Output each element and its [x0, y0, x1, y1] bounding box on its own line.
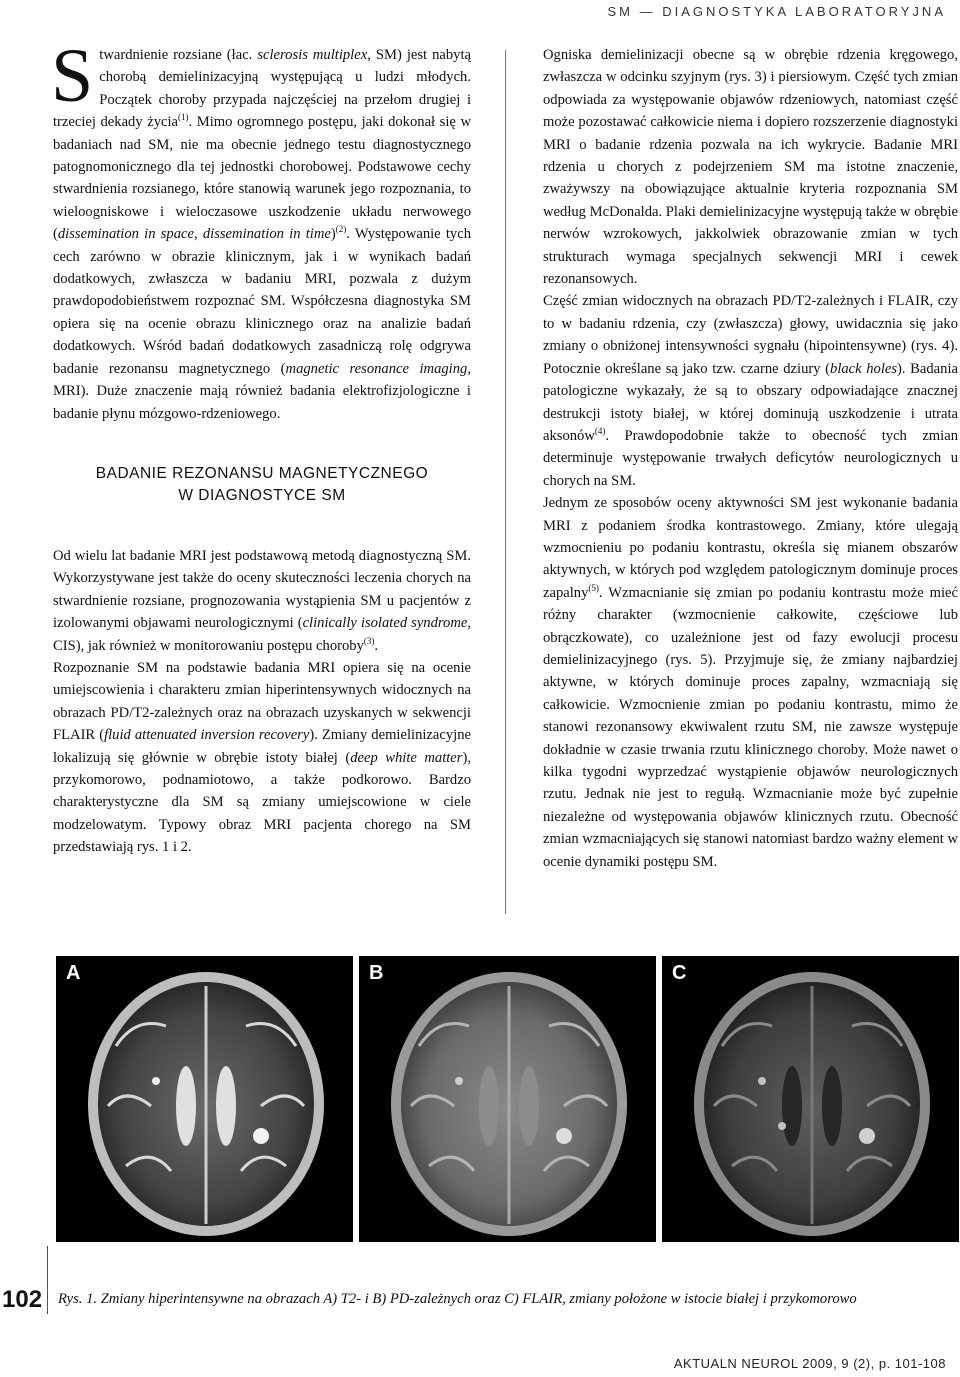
lesion	[556, 1128, 572, 1144]
panel-letter-a: A	[66, 962, 81, 984]
left-ventricle	[176, 1066, 196, 1146]
column-divider	[505, 50, 506, 914]
lesion	[758, 1077, 766, 1085]
figure-caption: Rys. 1. Zmiany hiperintensywne na obrazach A) T2- i B) PD-zależnych oraz C) FLAIR, zmiany położone w istocie białej i przykomorowo	[58, 1291, 857, 1307]
left-column	[51, 34, 472, 859]
black-holes-paragraph: Część zmian widocznych na obrazach PD/T2-zależnych i FLAIR, czy to w badaniu rdzenia, czy (zwłaszcza) głowy, uwidacznia się jako zmiany o obniżonej intensywności sygnału (hipointensywne) (rys. 4). Potocznie określane są jako tzw. czarne dziury (black holes). Badania patologiczne wykazały, że są to obszary odpowiadające znacznej destrukcji istoty białej, w której dominują uszkodzenie i utrata aksonów$^{(4)}$. Prawdopodobnie także to obecność tych zmian determinuje występowanie trwałych deficytów neurologicznych u chorych na SM.	[543, 293, 958, 489]
lesion	[152, 1077, 160, 1085]
panel-letter-b: B	[369, 962, 384, 984]
lesion	[455, 1077, 463, 1085]
mri-image-a	[56, 956, 353, 1242]
section-heading: BADANIE REZONANSU MAGNETYCZNEGO W DIAGNOSTYCE SM	[95, 464, 429, 504]
running-title: SM — DIAGNOSTYKA LABORATORYJNA	[607, 4, 946, 19]
mri-paragraph-1: Od wielu lat badanie MRI jest podstawową metodą diagnostyczną SM. Wykorzystywane jest także do oceny skuteczności leczenia chorych na stwardnienie rozsiane, prognozowania wystąpienia SM u pacjentów z izolowanymi objawami neurologicznymi (clinically isolated syndrome, CIS), jak również w monitorowaniu postępu choroby$^{(3)}$.	[53, 547, 471, 654]
left-ventricle	[479, 1066, 499, 1146]
mri-paragraph-2: Rozpoznanie SM na podstawie badania MRI opiera się na ocenie umiejscowienia i charakteru zmian hiperintensywnych widocznych na obrazach PD/T2-zależnych oraz na obrazach uzyskanych w sekwencji FLAIR (fluid attenuated inversion recovery). Zmiany demielinizacyjne lokalizują się głównie w obrębie istoty białej (deep white matter), przykomorowo, podnamiotowo, a także podkorowo. Bardzo charakterystyczne dla SM są zmiany umiejscowione w ciele modzelowatym. Typowy obraz MRI pacjenta chorego na SM przedstawiają rys. 1 i 2.	[53, 659, 471, 856]
mri-image-c	[662, 956, 959, 1242]
right-column	[543, 44, 958, 873]
lesion	[253, 1128, 269, 1144]
mri-panel-c	[662, 956, 959, 1242]
right-ventricle	[216, 1066, 236, 1146]
figure-mri-panels	[56, 956, 956, 1242]
spinal-paragraph: Ogniska demielinizacji obecne są w obrębie rdzenia kręgowego, zwłaszcza w odcinku szyjnym (rys. 3) i piersiowym. Część tych zmian odpowiada za występowanie objawów rdzeniowych, natomiast część może pozostawać całkowicie niema i dopiero rozszerzenie diagnostyki MRI o badanie rdzenia pozwala na ich wykrycie. Badanie MRI rdzenia u chorych z podejrzeniem SM ma istotne znaczenie, zważywszy na obowiązujące aktualnie kryteria rozpoznania SM według McDonalda. Plaki demielinizacyjne występują także w obrębie nerwów wzrokowych, jakkolwiek obrazowanie zmian w tych strukturach wymaga specjalnych sekwencji MRI i cewek rezonansowych.	[543, 47, 958, 288]
lesion	[778, 1122, 786, 1130]
intro-paragraph: Stwardnienie rozsiane (łac. sclerosis multiplex, SM) jest nabytą chorobą demielinizacyjną występującą u ludzi młodych. Początek choroby przypada najczęściej na przełom drugiej i trzeciej dekady życia$^{(1)}$. Mimo ogromnego postępu, jaki dokonał się w badaniach nad SM, nie ma obecnie jednego testu diagnostycznego patognomonicznego dla tej jednostki chorobowej. Podstawowe cechy stwardnienia rozsianego, które stanowią warunek jego rozpoznania, to wieloogniskowe i wieloczasowe uszkodzenie układu nerwowego (dissemination in space, dissemination in time)$^{(2)}$. Występowanie tych cech zarówno w obrazie klinicznym, jak i w wynikach badań dodatkowych, zwłaszcza w badaniu MRI, pozwala z dużym prawdopodobieństwem rozpoznać SM. Współczesna diagnostyka SM opiera się na ocenie obrazu klinicznego oraz na analizie badań dodatkowych. Wśród badań dodatkowych zasadniczą rolę odgrywa badanie rezonansu magnetycznego (magnetic resonance imaging, MRI). Duże znaczenie mają również badania elektrofizjologiczne i badanie płynu mózgowo-rdzeniowego.	[51, 34, 472, 422]
panel-letter-c: C	[672, 962, 687, 984]
citation-ref: (5)	[588, 582, 599, 593]
page-number-rule	[47, 1246, 48, 1314]
journal-footer: AKTUALN NEUROL 2009, 9 (2), p. 101-108	[673, 1356, 946, 1371]
citation-ref: (2)	[335, 224, 347, 235]
lesion	[859, 1128, 875, 1144]
mri-panel-b	[359, 956, 656, 1242]
mri-panel-a	[56, 956, 353, 1242]
right-ventricle	[519, 1066, 539, 1146]
mri-image-b	[359, 956, 656, 1242]
drop-cap: S	[51, 34, 94, 118]
citation-ref: (3)	[363, 635, 375, 646]
right-ventricle	[822, 1066, 842, 1146]
contrast-paragraph: Jednym ze sposobów oceny aktywności SM jest wykonanie badania MRI z podaniem środka kontrastowego. Zmiany, które ulegają wzmocnieniu po podaniu kontrastu, określa się mianem obszarów aktywnych, w których pod względem patologicznym dominuje proces zapalny$^{(5)}$. Wzmacnianie się zmian po podaniu kontrastu może mieć różny charakter (wzmocnienie całkowite, częściowe lub obrączkowate), co uzależnione jest od fazy ewolucji procesu demielinizacyjnego (rys. 5). Przyjmuje się, że zmiany najbardziej aktywne, w których dominuje proces zapalny, wzmacniają się całkowicie. Wzmocnienie zmian po podaniu kontrastu, mimo że stanowi rezonansowy ekwiwalent rzutu SM, nie zawsze występuje dokładnie w czasie trwania rzutu klinicznego choroby. Może nawet o kilka tygodni wyprzedzać wystąpienie objawów neurologicznych rzutu. Jednak nie jest to regułą. Wzmacnianie może być zupełnie niezależne od występowania objawów klinicznych rzutu. Obecność zmian wzmacniających się stanowi natomiast bardzo ważny element w ocenie dynamiki postępu SM.	[543, 495, 958, 870]
page-number: 102	[2, 1286, 43, 1313]
citation-ref: (4)	[594, 426, 606, 437]
citation-ref: (1)	[178, 112, 189, 123]
left-ventricle	[782, 1066, 802, 1146]
